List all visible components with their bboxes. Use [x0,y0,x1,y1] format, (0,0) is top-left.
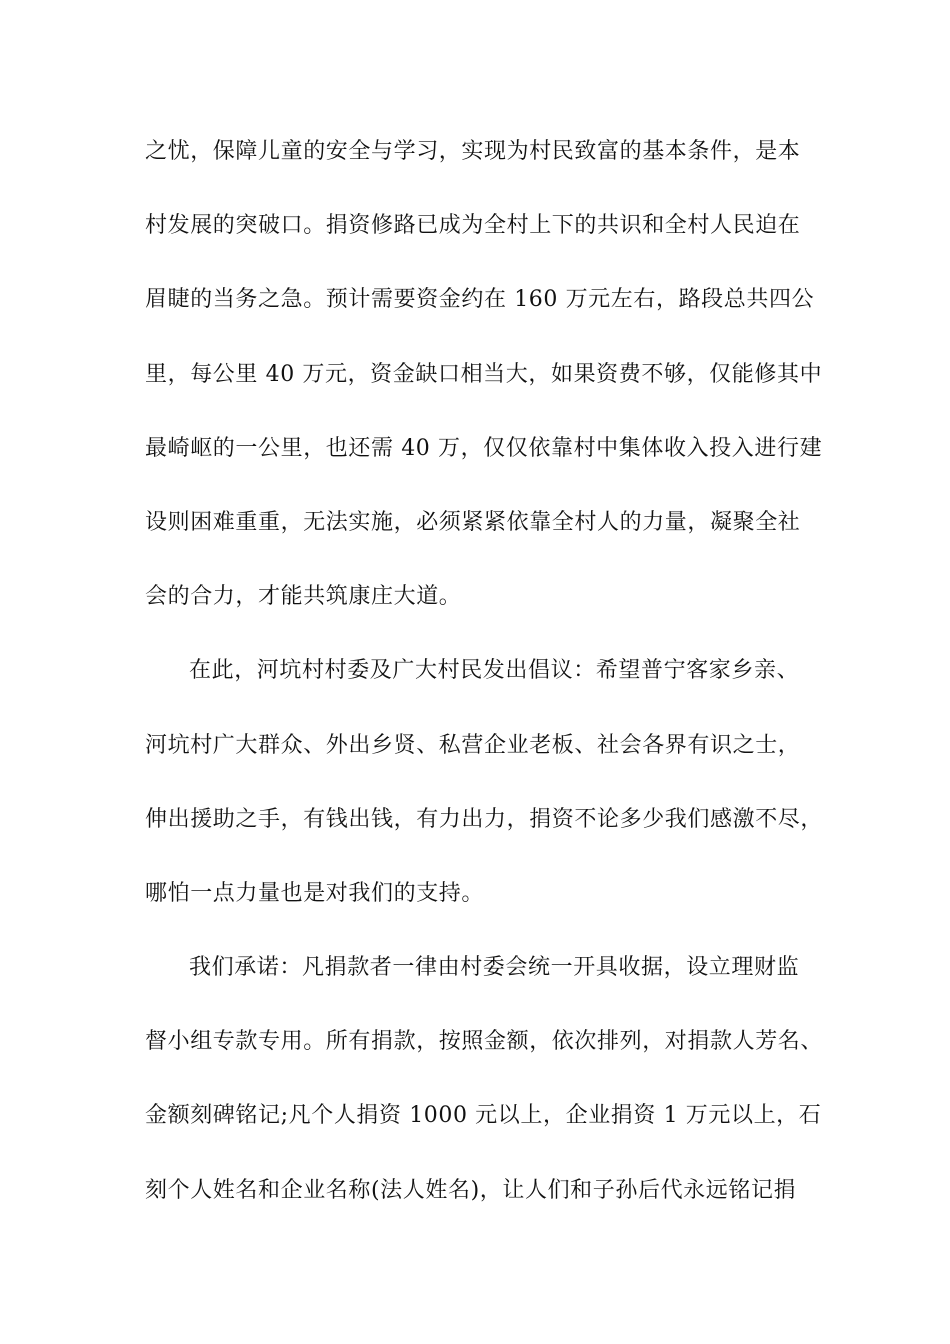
paragraph-first-line: 我们承诺：凡捐款者一律由村委会统一开具收据，设立理财监 [189,955,800,981]
text-line: 里，每公里 40 万元，资金缺口相当大，如果资费不够，仅能修其中 [145,361,823,387]
text-line: 刻个人姓名和企业名称(法人姓名)，让人们和子孙后代永远铭记捐 [145,1177,797,1203]
text-line: 金额刻碑铭记;凡个人捐资 1000 元以上，企业捐资 1 万元以上，石 [145,1103,822,1129]
text-line: 督小组专款专用。所有捐款，按照金额，依次排列，对捐款人芳名、 [145,1029,824,1055]
text-line: 眉睫的当务之急。预计需要资金约在 160 万元左右，路段总共四公 [145,287,815,313]
paragraph-first-line: 在此，河坑村村委及广大村民发出倡议：希望普宁客家乡亲、 [189,658,800,684]
text-line: 会的合力，才能共筑康庄大道。 [145,584,462,610]
text-line: 设则困难重重，无法实施，必须紧紧依靠全村人的力量，凝聚全社 [145,509,801,535]
text-line: 伸出援助之手，有钱出钱，有力出力，捐资不论多少我们感激不尽， [145,806,824,832]
text-line: 哪怕一点力量也是对我们的支持。 [145,880,485,906]
text-line: 最崎岖的一公里，也还需 40 万，仅仅依靠村中集体收入投入进行建 [145,435,823,461]
text-line: 河坑村广大群众、外出乡贤、私营企业老板、社会各界有识之士， [145,732,801,758]
body-text [145,132,825,1245]
text-line: 之忧，保障儿童的安全与学习，实现为村民致富的基本条件，是本 [145,139,801,164]
text-line: 村发展的突破口。捐资修路已成为全村上下的共识和全村人民迫在 [145,213,801,239]
